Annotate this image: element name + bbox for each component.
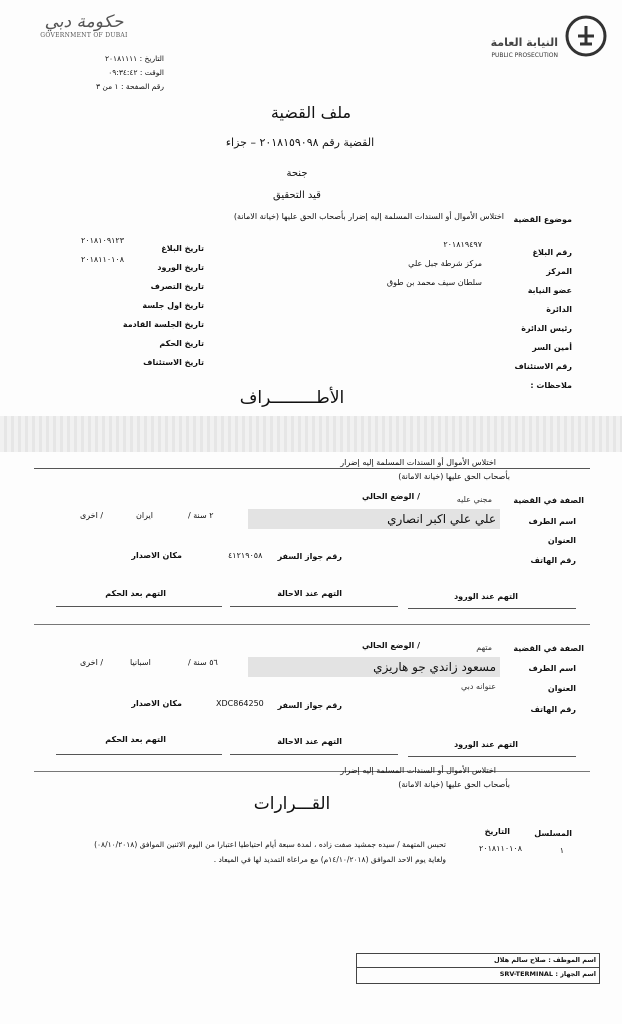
party-phone-label: رقم الهاتف bbox=[530, 556, 576, 565]
party-address-label: العنوان bbox=[547, 536, 576, 545]
party-name-label: اسم الطرف bbox=[528, 517, 576, 526]
page-title: ملف القضية bbox=[270, 103, 352, 122]
party-nationality: اسبانيا bbox=[130, 658, 151, 667]
parties-heading: الأطـــــــــراف bbox=[239, 388, 345, 408]
case-number: القضية رقم ٢٠١٨١٥٩٠٩٨ – جزاء bbox=[225, 136, 375, 149]
party-passport-value: ٤١٢١٩٠٥٨ bbox=[228, 551, 263, 560]
page-break bbox=[0, 416, 622, 452]
info-row-appeal-date: تاريخ الاستئناف bbox=[143, 358, 204, 367]
info-row-prosecutor: عضو النيابة سلطان سيف محمد بن طوق bbox=[386, 278, 572, 295]
party-nationality: ايران bbox=[136, 511, 153, 520]
party-name-value: علي علي اكبر انصاري bbox=[387, 512, 496, 526]
divider bbox=[34, 771, 590, 772]
party-charge-referral-label: التهم عند الاحالة bbox=[277, 737, 342, 746]
party-charge-arrival-label: التهم عند الورود bbox=[454, 740, 518, 749]
decision-serial: ١ bbox=[559, 846, 564, 855]
meta-page: رقم الصفحة : ١ من ٣ bbox=[96, 82, 164, 91]
charge-line bbox=[230, 606, 398, 607]
footer-device: اسم الجهاز : SRV-TERMINAL bbox=[499, 970, 596, 978]
dubai-logo-english: GOVERNMENT OF DUBAI bbox=[40, 32, 128, 39]
decision-text-line1: تحبس المتهمة / سيده جمشيد صفت زاده ، لمدة سبعة أيام احتياطيا اعتبارا من اليوم الاثنين الموافق (٠٨/١٠/٢٠١٨) bbox=[94, 840, 446, 849]
info-row-next-session: تاريخ الجلسة القادمة bbox=[122, 320, 204, 329]
charge-bottom-line2: بأصحاب الحق عليها (خيانة الامانة) bbox=[398, 780, 510, 789]
info-row-disposal-date: تاريخ التصرف bbox=[150, 282, 204, 291]
party-role-label: الصفة في القضية bbox=[513, 496, 584, 505]
info-row-appeal-number: رقم الاستئناف bbox=[514, 362, 572, 371]
party-issue-label: مكان الاصدار bbox=[131, 699, 182, 708]
info-row-report-number: رقم البلاغ ٢٠١٨١٩٤٩٧ bbox=[443, 240, 572, 257]
party-age: ٥٦ سنة / bbox=[188, 658, 218, 667]
charge-line bbox=[56, 606, 222, 607]
meta-date: التاريخ : ٢٠١٨١١١١ bbox=[104, 54, 164, 63]
party-name-label: اسم الطرف bbox=[528, 664, 576, 673]
charge-top-line2: بأصحاب الحق عليها (خيانة الامانة) bbox=[398, 472, 510, 481]
header-meta bbox=[44, 52, 164, 94]
case-status: قيد التحقيق bbox=[273, 190, 321, 201]
party-role-value: مجني عليه bbox=[456, 495, 492, 504]
decisions-header-serial: المسلسل bbox=[534, 829, 572, 838]
party-other: / اخرى bbox=[80, 658, 104, 667]
party-other: / اخرى bbox=[80, 511, 104, 520]
party-status-label: / الوضع الحالي bbox=[361, 492, 420, 501]
party-passport-label: رقم جواز السفر bbox=[277, 701, 342, 710]
charge-line bbox=[408, 756, 576, 757]
party-charge-verdict-label: التهم بعد الحكم bbox=[105, 589, 166, 598]
party-charge-verdict-label: التهم بعد الحكم bbox=[105, 735, 166, 744]
decision-text-line2: ولغاية يوم الاحد الموافق (١٤/١٠/٢٠١٨م) مع مراعاة التمديد لها في الميعاد . bbox=[213, 855, 446, 864]
info-right-column bbox=[362, 240, 572, 392]
subject-value: اختلاس الأموال أو السندات المسلمة إليه إضرار بأصحاب الحق عليها (خيانة الامانة) bbox=[233, 212, 504, 221]
footer-divider bbox=[356, 967, 599, 968]
info-row-arrival-date: تاريخ الورود ٢٠١٨١١٠١٠٨ bbox=[81, 255, 204, 272]
divider bbox=[34, 468, 590, 469]
info-row-notes: ملاحظات : bbox=[530, 381, 572, 390]
dubai-logo-arabic: حكومة دبي bbox=[44, 12, 124, 32]
charge-bottom-line1: اختلاس الأموال أو السندات المسلمة إليه إضرار bbox=[340, 766, 496, 775]
party-address-label: العنوان bbox=[547, 684, 576, 693]
footer-employee: اسم الموظف : صلاح سالم هلال bbox=[494, 956, 596, 964]
info-row-first-session: تاريخ اول جلسة bbox=[142, 301, 204, 310]
subject-label: موضوع القضية bbox=[513, 215, 572, 224]
party-phone-label: رقم الهاتف bbox=[530, 705, 576, 714]
info-row-verdict-date: تاريخ الحكم bbox=[159, 339, 204, 348]
public-prosecution-logo bbox=[478, 14, 608, 64]
charge-line bbox=[230, 754, 398, 755]
case-type: جنحة bbox=[286, 168, 308, 179]
charge-line bbox=[408, 608, 576, 609]
party-charge-arrival-label: التهم عند الورود bbox=[454, 592, 518, 601]
info-row-circuit: الدائرة bbox=[546, 305, 572, 314]
charge-top-line1: اختلاس الأموال أو السندات المسلمة إليه إضرار bbox=[340, 458, 496, 467]
party-passport-label: رقم جواز السفر bbox=[277, 552, 342, 561]
party-status-label: / الوضع الحالي bbox=[361, 641, 420, 650]
info-row-report-date: تاريخ البلاغ ٢٠١٨١٠٩١٢٣ bbox=[81, 236, 204, 253]
divider bbox=[34, 624, 590, 625]
info-left-column bbox=[44, 236, 204, 369]
party-name-value: مسعود زاندي جو هاريزي bbox=[373, 660, 496, 674]
prosecution-emblem-icon bbox=[564, 14, 608, 58]
meta-time: الوقت : ٠٩:٣٤:٤٢ bbox=[108, 68, 164, 77]
info-row-circuit-head: رئيس الدائرة bbox=[521, 324, 572, 333]
decisions-header-date: التاريخ bbox=[484, 827, 510, 836]
party-role-label: الصفة في القضية bbox=[513, 644, 584, 653]
party-charge-referral-label: التهم عند الاحالة bbox=[277, 589, 342, 598]
prosecution-logo-arabic: النيابة العامة bbox=[490, 36, 558, 49]
decisions-heading: القـــرارات bbox=[253, 794, 331, 814]
charge-line bbox=[56, 754, 222, 755]
dubai-government-logo bbox=[34, 12, 134, 39]
party-address-value: عنوانه دبي bbox=[460, 682, 496, 691]
prosecution-logo-english: PUBLIC PROSECUTION bbox=[491, 52, 558, 59]
info-row-secretary: أمين السر bbox=[532, 343, 572, 352]
party-passport-value: XDC864250 bbox=[216, 699, 264, 708]
decision-date: ٢٠١٨١١٠١٠٨ bbox=[479, 844, 522, 853]
party-age: ٢ سنة / bbox=[188, 511, 214, 520]
party-role-value: متهم bbox=[476, 643, 492, 652]
info-row-center: المركز مركز شرطة جبل علي bbox=[408, 259, 572, 276]
party-issue-label: مكان الاصدار bbox=[131, 551, 182, 560]
